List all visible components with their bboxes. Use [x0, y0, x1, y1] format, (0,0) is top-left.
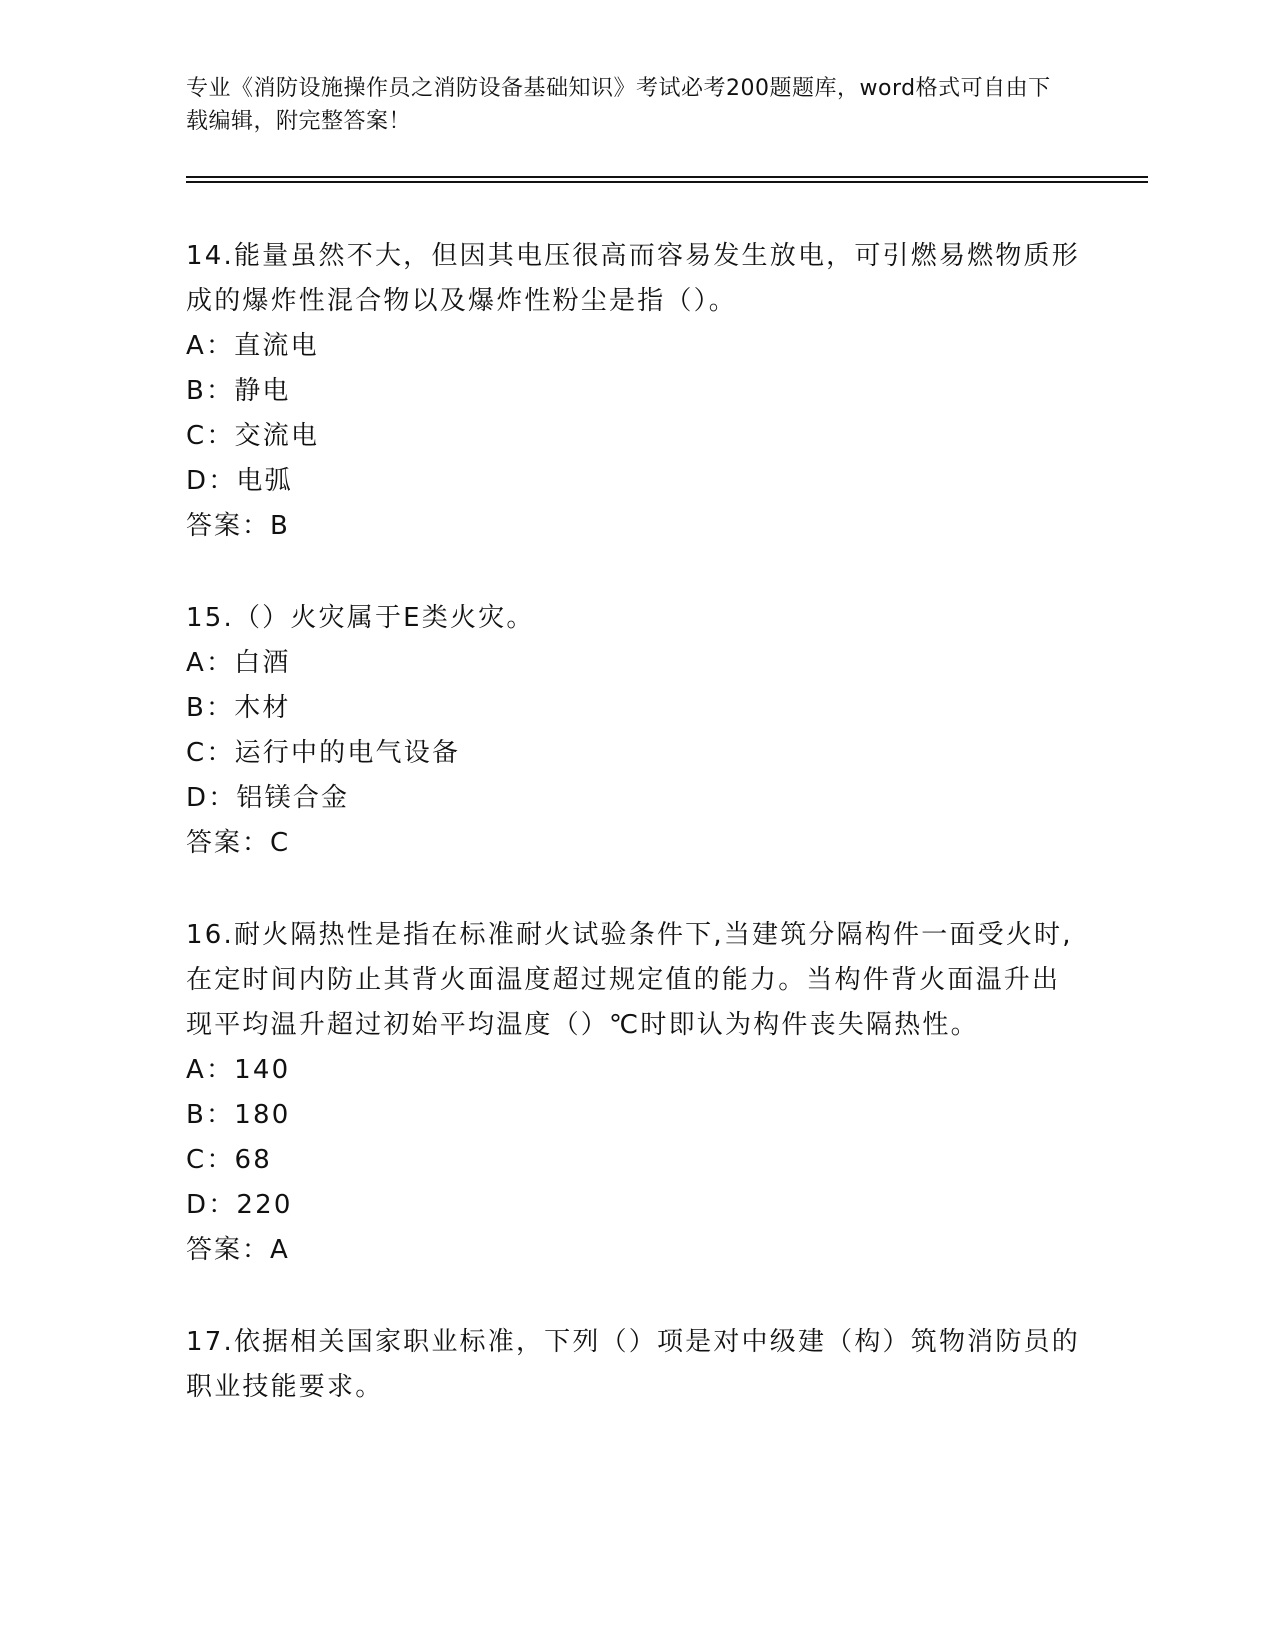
answer-line: 答案：A [186, 1235, 290, 1265]
document-header: 专业《消防设施操作员之消防设备基础知识》考试必考200题题库，word格式可自由下载编辑，附完整答案！ [186, 76, 1051, 134]
question-15 [186, 596, 1086, 866]
answer-line: 答案：C [186, 828, 291, 858]
option-c: C：交流电 [186, 421, 320, 451]
option-b: B：木材 [186, 693, 291, 723]
question-17 [186, 1320, 1086, 1410]
question-stem: 16.耐火隔热性是指在标准耐火试验条件下,当建筑分隔构件一面受火时,在定时间内防止其背火面温度超过规定值的能力。当构件背火面温升出现平均温升超过初始平均温度（）℃时即认为构件丧失隔热性。 [186, 920, 1073, 1040]
option-a: A：白酒 [186, 648, 291, 678]
header-divider-top [186, 176, 1148, 178]
question-14 [186, 234, 1086, 549]
option-a: A：直流电 [186, 331, 319, 361]
question-list [186, 234, 1086, 1457]
option-b: B：180 [186, 1100, 291, 1130]
option-d: D：铝镁合金 [186, 783, 350, 813]
option-c: C：运行中的电气设备 [186, 738, 461, 768]
question-16 [186, 913, 1086, 1273]
question-stem: 15.（）火灾属于E类火灾。 [186, 603, 535, 633]
option-a: A：140 [186, 1055, 291, 1085]
question-stem: 17.依据相关国家职业标准，下列（）项是对中级建（构）筑物消防员的职业技能要求。 [186, 1327, 1080, 1402]
answer-line: 答案：B [186, 511, 290, 541]
option-c: C：68 [186, 1145, 273, 1175]
option-d: D：220 [186, 1190, 293, 1220]
header-divider-bottom [186, 181, 1148, 183]
option-d: D：电弧 [186, 466, 293, 496]
question-stem: 14.能量虽然不大，但因其电压很高而容易发生放电，可引燃易燃物质形成的爆炸性混合物以及爆炸性粉尘是指（）。 [186, 241, 1080, 316]
option-b: B：静电 [186, 376, 291, 406]
